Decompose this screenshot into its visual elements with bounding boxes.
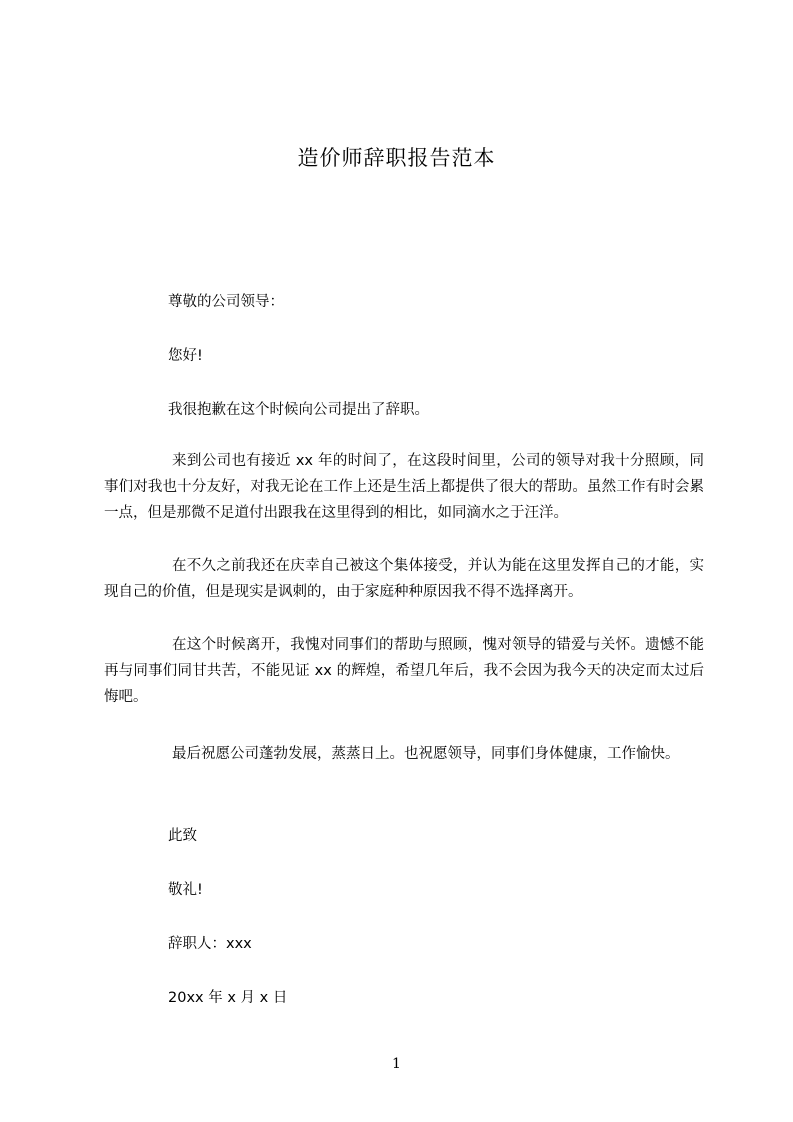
document-title: 造价师辞职报告范本 [297, 146, 496, 170]
page-number: 1 [392, 1056, 401, 1072]
greeting: 您好! [168, 348, 203, 364]
paragraph-2: 在不久之前我还在庆幸自己被这个集体接受，并认为能在这里发挥自己的才能，实现自己的价值，但是现实是讽刺的，由于家庭种种原因我不得不选择离开。 [104, 558, 704, 600]
date: 20xx 年 x 月 x 日 [168, 990, 288, 1006]
opening-line: 我很抱歉在这个时候向公司提出了辞职。 [168, 402, 429, 418]
paragraph-3: 在这个时候离开，我愧对同事们的帮助与照顾，愧对领导的错爱与关怀。遗憾不能再与同事们同甘共苦，不能见证 xx 的辉煌，希望几年后，我不会因为我今天的决定而太过后悔吧。 [104, 637, 704, 705]
salutation: 尊敬的公司领导： [168, 294, 284, 310]
paragraph-4: 最后祝愿公司蓬勃发展，蒸蒸日上。也祝愿领导，同事们身体健康，工作愉快。 [172, 746, 680, 762]
closing-line-2: 敬礼! [168, 882, 203, 898]
closing-line-1: 此致 [168, 828, 197, 844]
signature: 辞职人：xxx [168, 936, 252, 952]
paragraph-1: 来到公司也有接近 xx 年的时间了，在这段时间里，公司的领导对我十分照顾，同事们对我也十分友好，对我无论在工作上还是生活上都提供了很大的帮助。虽然工作有时会累一点，但是那微不足道付出跟我在这里得到的相比，如同滴水之于汪洋。 [104, 453, 704, 521]
